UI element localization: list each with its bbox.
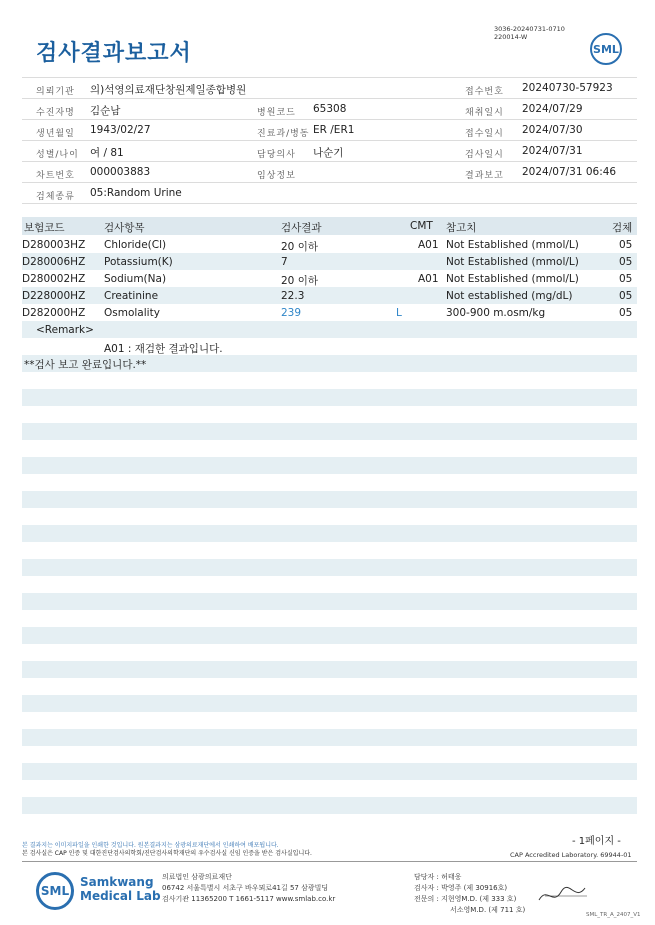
birth-label: 생년월일: [36, 129, 75, 139]
remark-label: <Remark>: [36, 324, 94, 336]
lab-info: 의료법인 삼광의료재단 06742 서울특별시 서초구 바우뫼로41길 57 삼광빌딩 검사기관 11365200 T 1661-5117 www.smlab.co.kr: [162, 873, 336, 903]
staff-row: 서소영M.D. (제 711 호): [450, 906, 526, 914]
header-item: 검사항목: [104, 222, 145, 234]
staff-row: 담당자 : 허태웅: [414, 873, 462, 881]
row-spec: 05: [619, 290, 633, 302]
staff-list: [414, 872, 525, 916]
remark-text: A01 : 재검한 결과입니다.: [104, 343, 223, 355]
complete-text: **검사 보고 완료입니다.**: [24, 359, 147, 371]
row-cmt: A01: [418, 273, 439, 285]
receipt-date-value: 2024/07/30: [522, 124, 583, 136]
sex-age-value: 여 / 81: [90, 147, 124, 159]
row-code: D280003HZ: [22, 239, 86, 251]
header-code: 보험코드: [24, 222, 65, 234]
page-number: - 1페이지 -: [572, 836, 621, 847]
row-code: D280006HZ: [22, 256, 86, 268]
receipt-date-label: 접수일시: [465, 129, 504, 139]
sml-logo: SML: [36, 872, 74, 910]
staff-row: 검사자 : 박영주 (제 30916호): [414, 884, 508, 892]
row-spec: 05: [619, 239, 633, 251]
receipt-no-label: 접수번호: [465, 87, 504, 97]
row-ref: Not Established (mmol/L): [446, 239, 579, 251]
document-id: 3036-20240731-0710 220014-W: [494, 25, 565, 41]
name-value: 김순남: [90, 105, 121, 117]
staff-row: 전문의 : 지현영M.D. (제 333 호): [414, 895, 517, 903]
row-item: Chloride(Cl): [104, 239, 167, 251]
header-ref: 참고치: [446, 222, 477, 234]
report-date-label: 결과보고: [465, 171, 504, 181]
requester-value: 의)석영의료재단창원제일종합병원: [90, 84, 247, 96]
test-date-label: 검사일시: [465, 150, 504, 160]
name-label: 수진자명: [36, 108, 75, 118]
row-spec: 05: [619, 307, 633, 319]
signature-mark: [535, 880, 593, 910]
row-result: 20 이하: [281, 241, 318, 253]
test-date-value: 2024/07/31: [522, 145, 583, 157]
header-spec: 검체: [612, 222, 633, 234]
physician-value: 나순기: [313, 147, 344, 159]
row-ref: Not Established (mmol/L): [446, 256, 579, 268]
page-title: 검사결과보고서: [36, 41, 192, 66]
specimen-label: 검체종류: [36, 192, 75, 202]
receipt-no-value: 20240730-57923: [522, 82, 613, 94]
collect-date-label: 채취일시: [465, 108, 504, 118]
sml-logo: SML: [590, 33, 622, 65]
row-ref: Not Established (mmol/L): [446, 273, 579, 285]
row-result: 7: [281, 256, 288, 268]
row-ref: 300-900 m.osm/kg: [446, 307, 546, 319]
specimen-value: 05:Random Urine: [90, 187, 182, 199]
hosp-code-label: 병원코드: [257, 108, 296, 118]
dept-value: ER /ER1: [313, 124, 355, 136]
row-cmt-low: L: [396, 307, 402, 319]
birth-value: 1943/02/27: [90, 124, 151, 136]
hosp-code-value: 65308: [313, 103, 347, 115]
form-code: SML_TR_A_2407_V1: [586, 912, 641, 918]
report-date-value: 2024/07/31 06:46: [522, 166, 617, 178]
row-code: D228000HZ: [22, 290, 86, 302]
row-ref: Not established (mg/dL): [446, 290, 573, 302]
sex-age-label: 성별/나이: [36, 150, 79, 160]
physician-label: 담당의사: [257, 150, 296, 160]
disclaimer: 본 결과지는 이미지파일을 인쇄한 것입니다. 원본결과지는 삼광의료재단에서 인쇄하여 배포됩니다. 본 검사실은 CAP 인증 및 대한진단검사의학회/진단검사의학재단의 우수검사실 신임 인증을 받은 검사실입니다.: [22, 842, 312, 857]
row-item: Potassium(K): [104, 256, 173, 268]
row-result: 20 이하: [281, 275, 318, 287]
chart-no-value: 000003883: [90, 166, 151, 178]
row-result: 22.3: [281, 290, 305, 302]
row-item: Sodium(Na): [104, 273, 167, 285]
chart-no-label: 차트번호: [36, 171, 75, 181]
row-result-abnormal: 239: [281, 307, 302, 319]
collect-date-value: 2024/07/29: [522, 103, 583, 115]
requester-label: 의뢰기관: [36, 87, 75, 97]
row-code: D280002HZ: [22, 273, 86, 285]
row-code: D282000HZ: [22, 307, 86, 319]
row-item: Creatinine: [104, 290, 159, 302]
header-result: 검사결과: [281, 222, 322, 234]
clinical-label: 임상정보: [257, 171, 296, 181]
cap-accreditation: CAP Accredited Laboratory. 69944-01: [510, 851, 632, 859]
row-item: Osmolality: [104, 307, 160, 319]
row-spec: 05: [619, 273, 633, 285]
row-cmt: A01: [418, 239, 439, 251]
row-spec: 05: [619, 256, 633, 268]
header-cmt: CMT: [410, 220, 433, 232]
dept-label: 진료과/병동: [257, 129, 310, 139]
brand-name: Samkwang Medical Lab: [80, 875, 161, 903]
